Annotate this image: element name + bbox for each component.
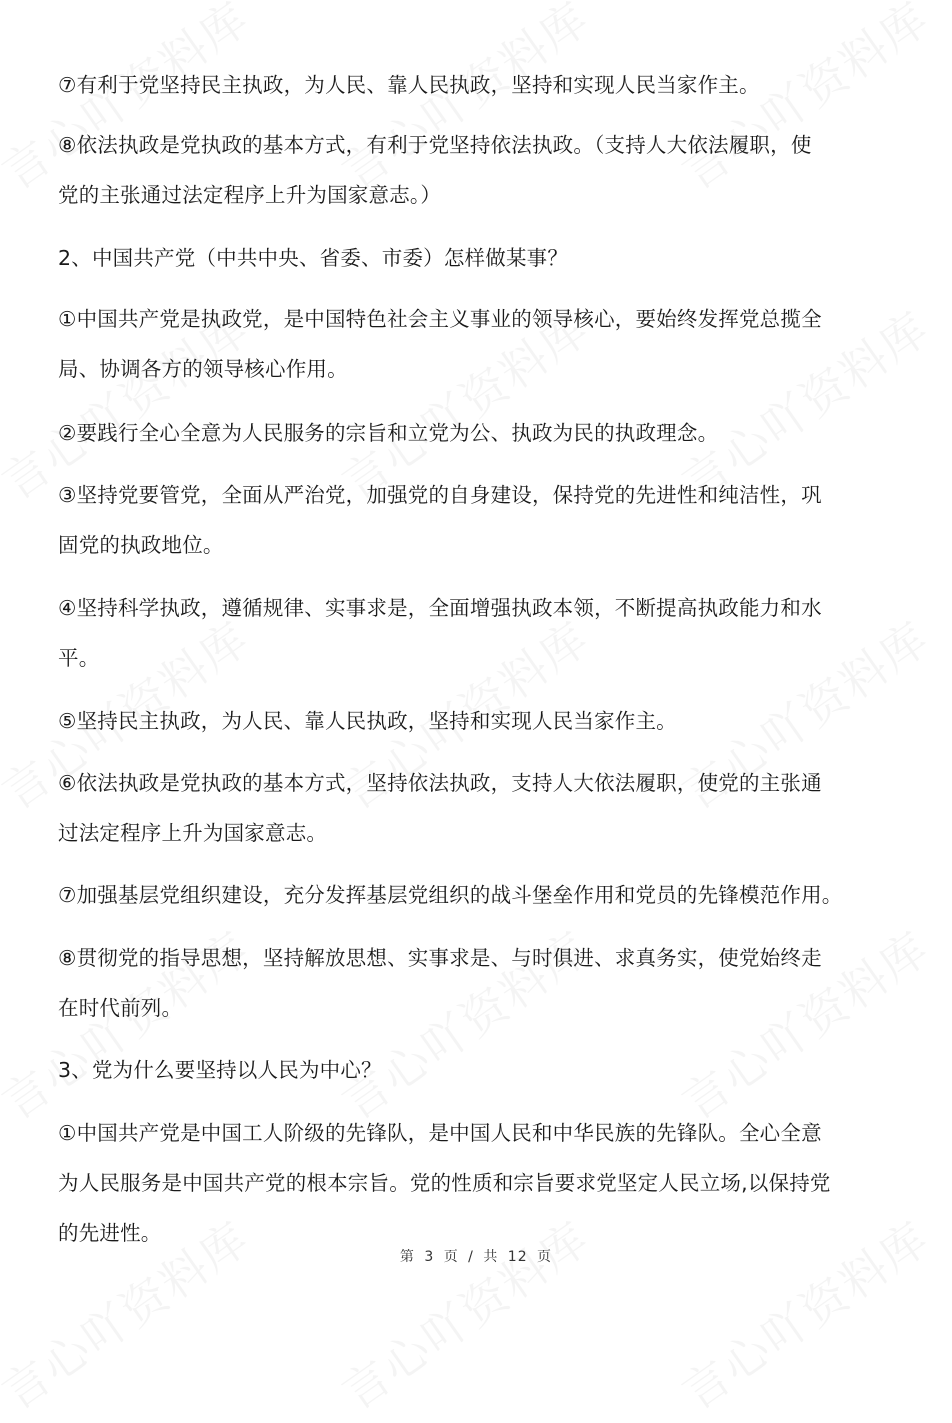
- watermark: [327, 0, 601, 203]
- item-8-prev-section: ⑧依法执政是党执政的基本方式，有利于党坚持依法执政。（支持人大依法履职，使: [58, 133, 812, 157]
- watermark: [667, 0, 941, 203]
- section-2-item-6: ⑥依法执政是党执政的基本方式，坚持依法执政，支持人大依法履职，使党的主张通: [58, 771, 822, 795]
- section-2-item-3-cont: 固党的执政地位。: [58, 533, 224, 557]
- watermark: [667, 1203, 941, 1422]
- section-3-item-1-cont: 为人民服务是中国共产党的根本宗旨。党的性质和宗旨要求党坚定人民立场,以保持党: [58, 1171, 831, 1195]
- section-2-heading: 2、中国共产党（中共中央、省委、市委）怎样做某事？: [58, 246, 569, 270]
- watermark: [0, 0, 261, 203]
- section-2-item-7: ⑦加强基层党组织建设，充分发挥基层党组织的战斗堡垒作用和党员的先锋模范作用。: [58, 883, 843, 907]
- page-number-footer: 第 3 页 / 共 12 页: [399, 1249, 553, 1265]
- section-2-item-4-cont: 平。: [58, 646, 100, 670]
- watermark: [327, 1203, 601, 1422]
- section-2-item-6-cont: 过法定程序上升为国家意志。: [58, 821, 328, 845]
- section-2-item-2: ②要践行全心全意为人民服务的宗旨和立党为公、执政为民的执政理念。: [58, 421, 719, 445]
- section-2-item-3: ③坚持党要管党，全面从严治党，加强党的自身建设，保持党的先进性和纯洁性，巩: [58, 483, 822, 507]
- section-2-item-8: ⑧贯彻党的指导思想，坚持解放思想、实事求是、与时俱进、求真务实，使党始终走: [58, 946, 822, 970]
- section-2-item-5: ⑤坚持民主执政，为人民、靠人民执政，坚持和实现人民当家作主。: [58, 709, 677, 733]
- section-2-item-1: ①中国共产党是执政党，是中国特色社会主义事业的领导核心，要始终发挥党总揽全: [58, 307, 822, 331]
- section-3-heading: 3、党为什么要坚持以人民为中心？: [58, 1058, 382, 1082]
- section-2-item-4: ④坚持科学执政，遵循规律、实事求是，全面增强执政本领，不断提高执政能力和水: [58, 596, 822, 620]
- section-2-item-8-cont: 在时代前列。: [58, 996, 183, 1020]
- section-3-item-1-cont2: 的先进性。: [58, 1221, 162, 1245]
- section-2-item-1-cont: 局、协调各方的领导核心作用。: [58, 357, 348, 381]
- item-7-prev-section: ⑦有利于党坚持民主执政，为人民、靠人民执政，坚持和实现人民当家作主。: [58, 73, 760, 97]
- section-3-item-1: ①中国共产党是中国工人阶级的先锋队，是中国人民和中华民族的先锋队。全心全意: [58, 1121, 822, 1145]
- item-8-prev-section-cont: 党的主张通过法定程序上升为国家意志。）: [58, 183, 442, 207]
